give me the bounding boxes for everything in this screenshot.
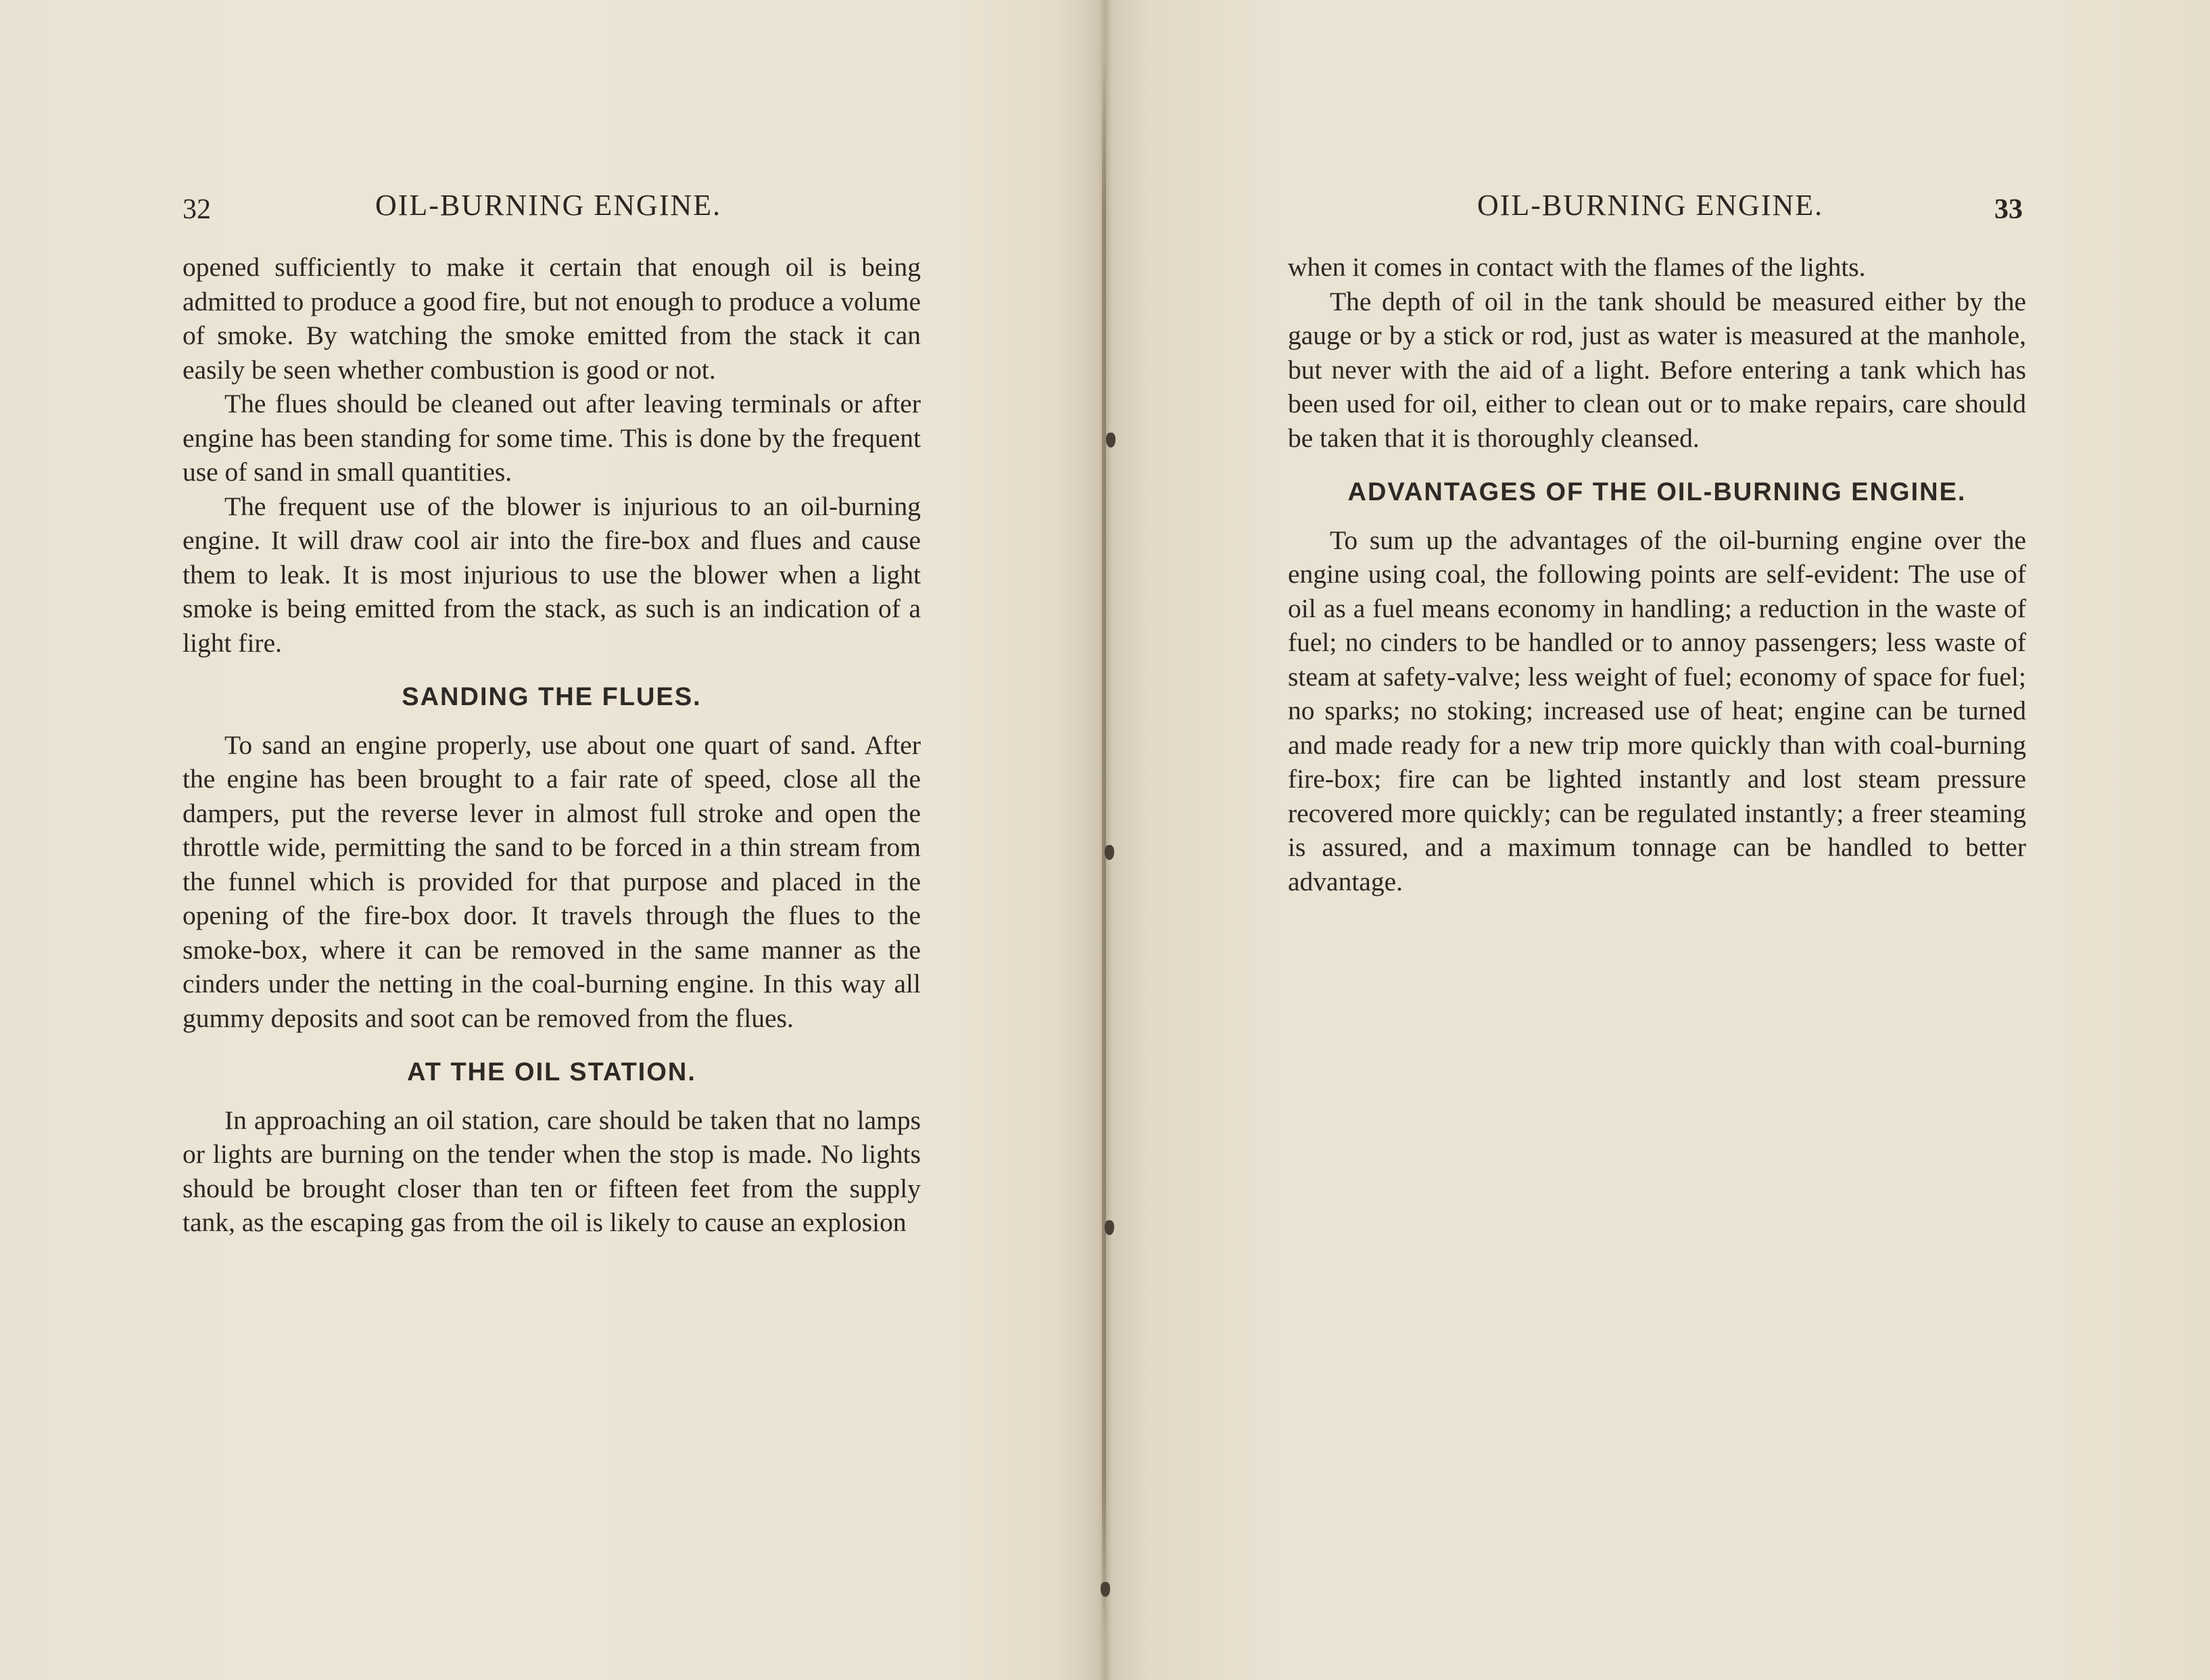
binding-thread (1105, 845, 1114, 860)
running-head: OIL-BURNING ENGINE. (1477, 189, 1824, 222)
paragraph: To sand an engine properly, use about one quart of sand. After the engine has been brought to a fair rate of speed, close all the dampers, put the reverse lever in almost full stroke and open the throttle wide, permitting the sand to be forced in a thin stream from the funnel which is provided for that purpose and placed in the opening of the fire-box door. It travels through the flues to the smoke-box, where it can be removed in the same manner as the cinders under the netting in the coal-burning engine. In this way all gummy deposits and soot can be removed from the flues. (183, 729, 921, 1033)
page-number: 32 (183, 194, 211, 225)
page-number: 33 (1994, 194, 2023, 225)
paragraph: The depth of oil in the tank should be measured either by the gauge or by a stick or rod, just as water is measured at the manhole, but never with the aid of a light. Before entering a tank which has been used for oil, either to clean out or to make repairs, care should be taken that it is thoroughly cleansed. (1288, 286, 2026, 453)
paragraph: The flues should be cleaned out after leaving terminals or after engine has been standing for some time. This is done by the frequent use of sand in small quantities. (183, 389, 921, 487)
section-heading: AT THE OIL STATION. (407, 1058, 696, 1086)
binding-thread (1105, 1220, 1114, 1235)
paragraph: when it comes in contact with the flames of the lights. (1288, 252, 1866, 282)
right-text-column (1288, 250, 2026, 898)
binding-thread (1101, 1582, 1110, 1597)
section-heading: ADVANTAGES OF THE OIL-BURNING ENGINE. (1347, 478, 1967, 506)
right-page (1115, 0, 2210, 1680)
paragraph: The frequent use of the blower is injurious to an oil-burning engine. It will draw cool air into the fire-box and flues and cause them to leak. It is most injurious to use the blower when a light smoke is being emitted from the stack, as such is an indication of a light fire. (183, 491, 921, 658)
paragraph: opened sufficiently to make it certain that enough oil is being admitted to produce a good fire, but not enough to produce a volume of smoke. By watching the smoke emitted from the stack it can easily be seen whether combustion is good or not. (183, 252, 921, 385)
section-heading: SANDING THE FLUES. (402, 683, 702, 711)
book-gutter (1102, 54, 1106, 1636)
running-head: OIL-BURNING ENGINE. (375, 189, 722, 222)
paragraph: In approaching an oil station, care should be taken that no lamps or lights are burning on the tender when the stop is made. No lights should be brought closer than ten or fifteen feet from the supply tank, as the escaping gas from the oil is likely to cause an explosion (183, 1105, 921, 1237)
paragraph: To sum up the advantages of the oil-burning engine over the engine using coal, the following points are self-evident: The use of oil as a fuel means economy in handling; a reduction in the waste of fuel; no cinders to be handled or to annoy passengers; less waste of steam at safety-valve; less weight of fuel; economy of space for fuel; no sparks; no stoking; increased use of heat; engine can be turned and made ready for a new trip more quickly than with coal-burning fire-box; fire can be lighted instantly and lost steam pressure recovered more quickly; can be regulated instantly; a freer steaming is assured, and a maximum tonnage can be handled to better advantage. (1288, 525, 2026, 896)
binding-thread (1106, 433, 1115, 448)
left-text-column (183, 250, 921, 1240)
left-page (0, 0, 1095, 1680)
